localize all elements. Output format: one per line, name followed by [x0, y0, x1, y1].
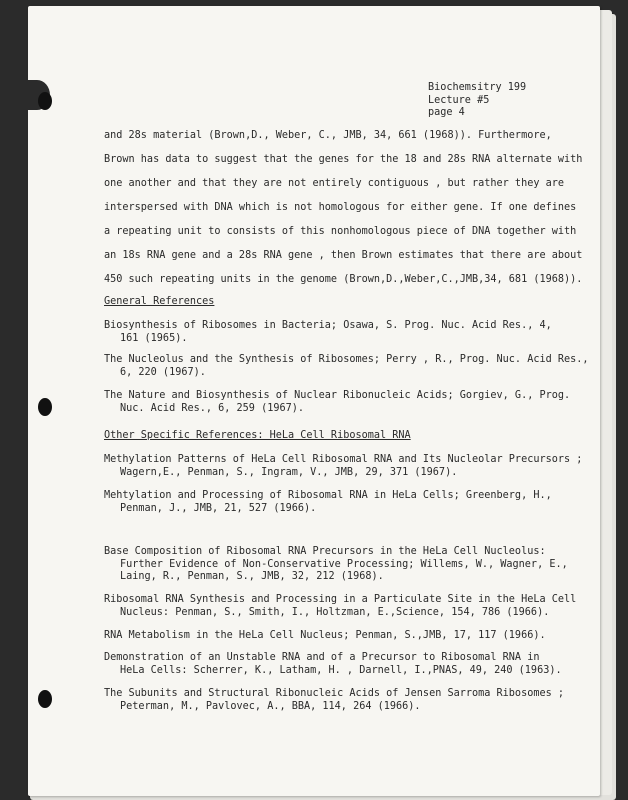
paragraph-line: and 28s material (Brown,D., Weber, C., JMB, 34, 661 (1968)). Furthermore,: [104, 130, 552, 141]
paragraph-line: 450 such repeating units in the genome (Brown,D.,Weber,C.,JMB,34, 681 (1968)).: [104, 274, 583, 285]
reference-entry: Mehtylation and Processing of Ribosomal RNA in HeLa Cells; Greenberg, H., Penman, J., JMB, 21, 527 (1966).: [104, 490, 552, 514]
reference-entry: Biosynthesis of Ribosomes in Bacteria; Osawa, S. Prog. Nuc. Acid Res., 4, 161 (1965).: [104, 320, 552, 344]
paragraph-line: a repeating unit to consists of this nonhomologous piece of DNA together with: [104, 226, 577, 237]
paragraph-line: an 18s RNA gene and a 28s RNA gene , then Brown estimates that there are about: [104, 250, 583, 261]
reference-entry: Base Composition of Ribosomal RNA Precursors in the HeLa Cell Nucleolus: Further Evidence of Non-Conservative Processing; Willems, W., Wagner, E., Laing, R., Penman, S., JMB, 32, 212 (1968).: [104, 546, 568, 582]
reference-entry: RNA Metabolism in the HeLa Cell Nucleus; Penman, S.,JMB, 17, 117 (1966).: [104, 630, 546, 641]
reference-entry: Ribosomal RNA Synthesis and Processing in a Particulate Site in the HeLa Cell Nucleus: Penman, S., Smith, I., Holtzman, E.,Science, 154, 786 (1966).: [104, 594, 577, 618]
lecture-number: Lecture #5: [428, 94, 490, 106]
reference-entry: Methylation Patterns of HeLa Cell Ribosomal RNA and Its Nucleolar Precursors ; Wagern,E., Penman, S., Ingram, V., JMB, 29, 371 (1967).: [104, 454, 583, 478]
specific-references-heading: Other Specific References: HeLa Cell Ribosomal RNA: [104, 430, 411, 441]
paragraph-line: Brown has data to suggest that the genes for the 18 and 28s RNA alternate with: [104, 154, 583, 165]
reference-entry: The Nature and Biosynthesis of Nuclear Ribonucleic Acids; Gorgiev, G., Prog. Nuc. Acid Res., 6, 259 (1967).: [104, 390, 571, 414]
course-title: Biochemsitry 199: [428, 82, 527, 93]
paragraph-line: interspersed with DNA which is not homologous for either gene. If one defines: [104, 202, 577, 213]
general-references-heading: General References: [104, 296, 215, 307]
reference-entry: Demonstration of an Unstable RNA and of a Precursor to Ribosomal RNA in HeLa Cells: Scherrer, K., Latham, H. , Darnell, I.,PNAS, 49, 240 (1963).: [104, 652, 562, 676]
reference-entry: The Nucleolus and the Synthesis of Ribosomes; Perry , R., Prog. Nuc. Acid Res., 6, 220 (1967).: [104, 354, 589, 378]
page-header: [428, 82, 526, 120]
paragraph-line: one another and that they are not entirely contiguous , but rather they are: [104, 178, 565, 189]
reference-entry: The Subunits and Structural Ribonucleic Acids of Jensen Sarroma Ribosomes ; Peterman, M., Pavlovec, A., BBA, 114, 264 (1966).: [104, 688, 565, 712]
page-number: page 4: [428, 107, 465, 118]
body-paragraph: [104, 124, 583, 292]
